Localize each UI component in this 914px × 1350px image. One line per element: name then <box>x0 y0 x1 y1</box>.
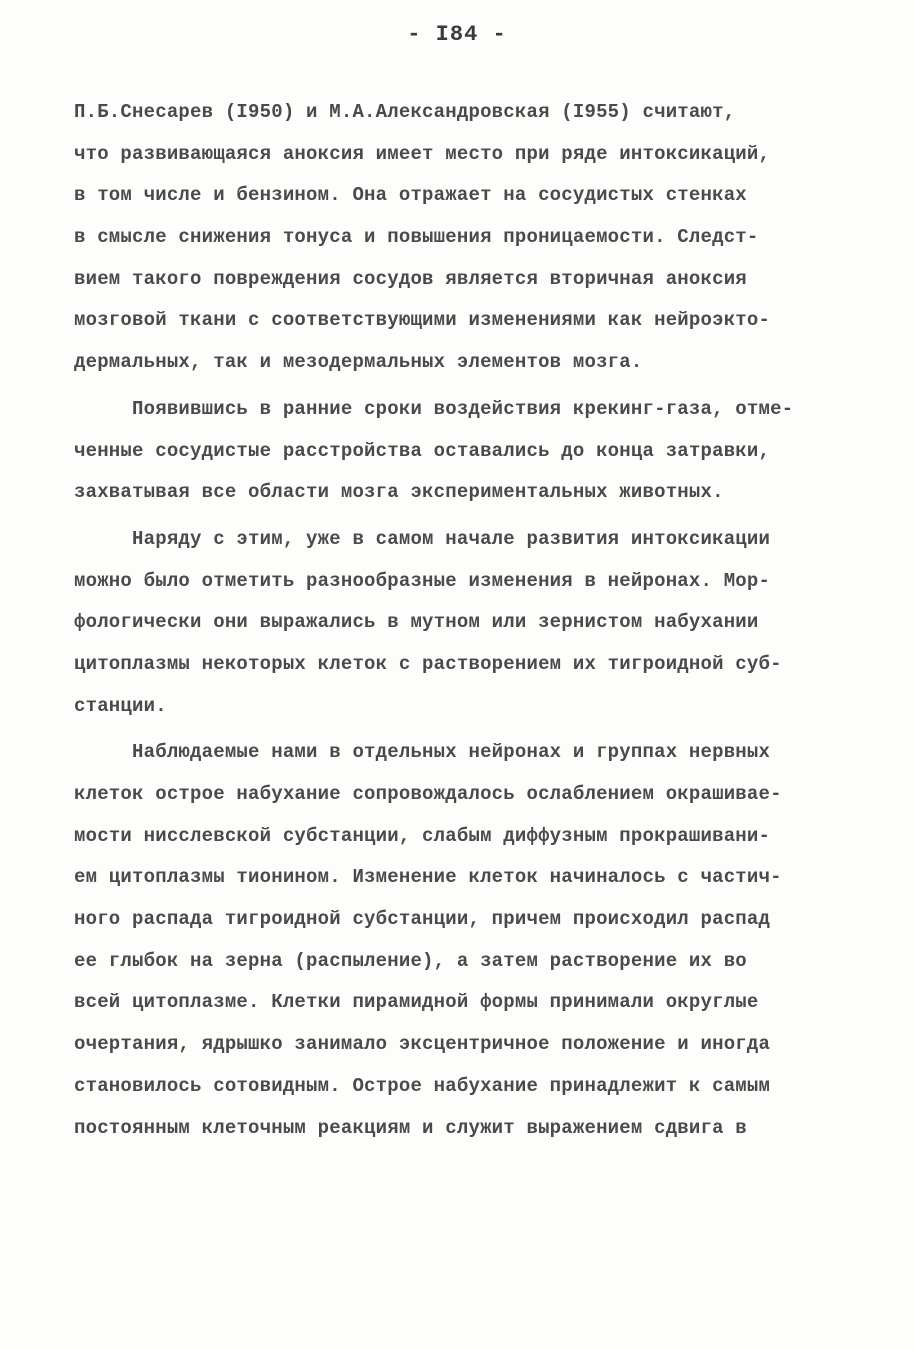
text-line: постоянным клеточным реакциям и служит выражением сдвига в <box>74 1116 747 1139</box>
text-line: в смысле снижения тонуса и повышения проницаемости. Следст- <box>74 226 759 249</box>
text-line: ченные сосудистые расстройства оставались до конца затравки, <box>74 439 771 462</box>
text-line: что развивающаяся аноксия имеет место при ряде интоксикаций, <box>74 142 771 165</box>
text-line: Наблюдаемые нами в отдельных нейронах и группах нервных <box>74 741 771 764</box>
text-line: ем цитоплазмы тионином. Изменение клеток начиналось с частич- <box>74 866 782 889</box>
text-line: станции. <box>74 694 167 717</box>
text-line: мозговой ткани с соответствующими изменениями как нейроэкто- <box>74 309 771 332</box>
text-line: мости нисслевской субстанции, слабым диффузным прокрашивани- <box>74 824 771 847</box>
paragraph <box>74 732 834 1149</box>
text-line: в том числе и бензином. Она отражает на сосудистых стенках <box>74 184 747 207</box>
paragraph <box>74 519 834 727</box>
text-line: Появившись в ранние сроки воздействия крекинг-газа, отме- <box>74 397 794 420</box>
paragraph <box>74 389 834 514</box>
text-line: захватывая все области мозга экспериментальных животных. <box>74 481 724 504</box>
text-line: ее глыбок на зерна (распыление), а затем растворение их во <box>74 949 747 972</box>
text-line: цитоплазмы некоторых клеток с растворением их тигроидной суб- <box>74 652 782 675</box>
text-line: становилось сотовидным. Острое набухание принадлежит к самым <box>74 1074 771 1097</box>
text-line: всей цитоплазме. Клетки пирамидной формы принимали округлые <box>74 991 759 1014</box>
text-line: очертания, ядрышко занимало эксцентричное положение и иногда <box>74 1033 771 1056</box>
text-line: вием такого повреждения сосудов является вторичная аноксия <box>74 267 747 290</box>
text-line: можно было отметить разнообразные изменения в нейронах. Мор- <box>74 569 771 592</box>
text-line: дермальных, так и мезодермальных элементов мозга. <box>74 351 643 374</box>
text-line: ного распада тигроидной субстанции, причем происходил распад <box>74 908 771 931</box>
text-line: Наряду с этим, уже в самом начале развития интоксикации <box>74 527 771 550</box>
body-text <box>74 92 834 1149</box>
text-line: клеток острое набухание сопровождалось ослаблением окрашивае- <box>74 783 782 805</box>
page-number: - I84 - <box>407 22 507 47</box>
text-line: фологически они выражались в мутном или зернистом набухании <box>74 611 759 634</box>
paragraph <box>74 92 834 384</box>
text-line: П.Б.Снесарев (I950) и М.А.Александровская (I955) считают, <box>74 101 736 123</box>
